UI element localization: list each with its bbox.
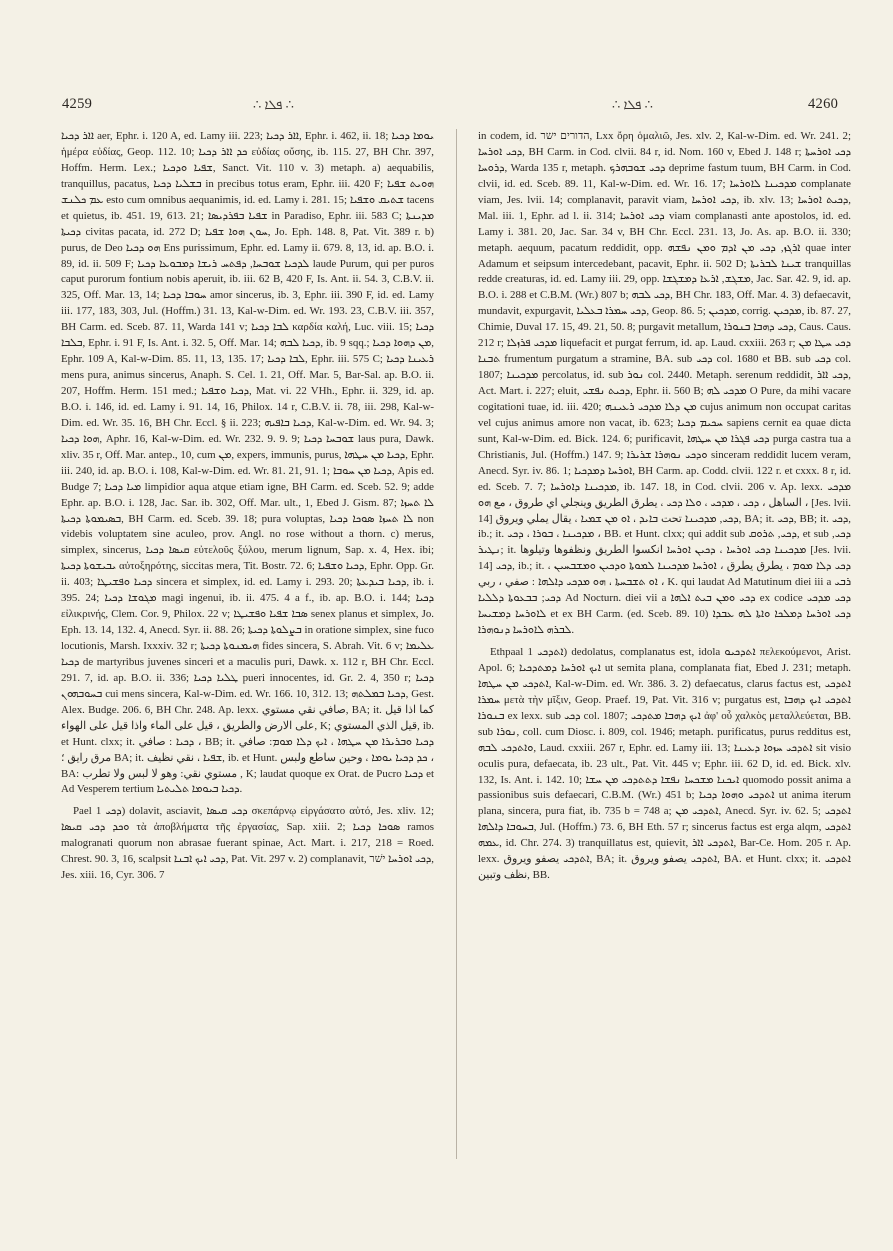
page-header [0,96,893,120]
running-head-right: ∴ ܦܠܐ ∴ [612,97,653,112]
page-number-right: 4260 [808,96,839,112]
left-column [61,129,434,1159]
right-column [478,129,851,1159]
text-columns [61,129,851,1159]
running-head-left: ∴ ܦܠܐ ∴ [253,97,294,112]
entry-paragraph-ethpaal: Ethpaal ܐܬܕܟܝ 1) dedolatus, complanatus est, idola ܐܬܕܟܝܘ πελεκούμενοι, Arist. Apol. 6; ܐܝܟ ܐܘܪܚܐ ܕܡܬܕܟܝܐ ut semita plana, complanata fiat, Ebed J. 231; metaph. ܐܬܕܟܝ ܡܢ ܚܛܗܐ, Kal-w-Dim. ed. Wr. 386. 3. 2) defaecatus, clarus factus est, ܐܬܕܟܝ ܚܡܪܐ μετὰ τὴν μῖξιν, Geop. Praef. 19, Pat. Vit. 316 v; purgatus est, ܐܬܕܟܝ ܐܝܟ ܕܗܒܐ ܒܢܘܪܐ ex lexx. sub ܕܟܝ col. 1807; ܐܝܟ ܕܗܒܐ ܡܬܕܟܝ ἀφ' οὗ χαλκὸς μεταλλεύεται, BB. sub ܢܘܪܐ, coll. cum Diosc. i. 809, col. 1946; metaph. purificatus, purus redditus est, ܘܐܬܕܟܝ ܠܒܗ, Laud. cxxiii. 267 r, Ephr. ed. Lamy iii. 13; ܐܬܕܟܝ ܚܙܘܐ ܕܥܝܢܐ sit visio oculis pura, defaecata, ib. 23 ult., Pat. Vit. 445 v; Ephr. iii. 62 D, id. ed. Bick. xlv. 132, Is. Ant. i. 142. 10; ܐܝܟܢܐ ܡܫܟܚܐ ܢܦܫܐ ܕܬܬܕܟܝ ܡܢ ܚܫܐ quomodo possit anima a passionibus suis defaecari, C.B.M. (Wr.) 451 b; ܐܬܕܟܝ ܘܗܘܐ ܕܟܝܐ ut anima iterum plana, sincera, pura fiat, ib. 735 b = 748 a; ܐܬܕܟܝ ܡܢ, Anecd. Syr. iv. 62. 5; ܐܬܕܟܝ ܒܚܘܒܐ ܕܐܠܗܐ, Jul. (Hoffm.) 73. 6, BH Eth. 57 r; sincerus factus est erga alqm, ܐܬܕܟܝ ܥܡܗ, id. Chr. 274. 3) tranquillatus est, quievit, ܐܬܕܟܝ ܐܐܪ, Bar-Ce. Hom. 205 r. Ap. lexx. ܐܬܕܟܝ يصفو ويروق, BA; it. ܐܬܕܟܝ يصفو ويروق, BA. et Hunt. clxx; it. ܐܬܕܟܝ نظف وتبين, BB. [478,646,851,882]
column-divider [456,129,457,1159]
page-number-left: 4259 [62,96,93,112]
entry-paragraph-pael: Pael ܕܟܝ 1) dolavit, asciavit, ܕܟܝ ܩܝܣܐ σκεπάρνῳ εἰργάσατο αὐτό, Jes. xliv. 12; ܘܟܕ ܕܟܝ ܩܝܣܐ τὰ ἀποβλήματα τῆς ἐργασίας, Sap. xiii. 2; ܣܘܟܐ ܕܟܝܐ ramos malogranati quorum non abrasae fuerant spinae, Act. Mart. i. 217, 218 = Roed. Chrest. 90. 3, 16, scalpsit ܕܟܝ ܐܝܟ ܐܒܢܐ, Pat. Vit. 297 v. 2) complanavit, ܕܟܝ ܐܘܪܚܐ ישׁר, Jes. xiii. 16, Cyr. 306. 7 [61,805,434,882]
entry-paragraph-continued: in codem, id. הדורים ישר, Lxx ὄρη ὁμαλιῶ, Jes. xlv. 2, Kal-w-Dim. ed. Wr. 241. 2; ܕܟܝ ܐܘܪܚܐ, BH Carm. in Cod. clvii. 84 r, id. Nom. 160 v, Ebed J. 148 r; ܕܟܝ ܐܘܪܚܬܐ ܕܪܘܚܐ, Warda 135 r, metaph. ܕܟܝ ܫܘܒܗܪܟ deprime fastum tuum, BH Carm. in Cod. clvii, id. ed. Sceb. 89. 11, Kal-w-Dim. ed. Wr. 16. 17; ܡܕܟܝܢܐ ܠܐܘܪܚܐ complanate viam, Jes. lvii. 14; complanavit, paravit viam, ܕܟܝ ܐܘܪܚܐ, ib. xlv. 13; ܕܟܝܬ ܐܘܪܚܐ, Mal. iii. 1, Ephr. ad l. ii. 314; ܕܟܝ ܐܘܪܚܐ viam complanasti ante apostolos, id. ed. Lamy i. 381. 20, Jac. Sar. 34 v, BH Chr. Eccl. 231. 13, Jo. As. ap. B.O. ii. 330; metaph. aequum, pacatum reddidit, opp. ܐܪܓܙ, ܕܟܝ ܡܢ ܐܕܡ ܘܡܢ ܢܦܫܗ quae inter Adamum et seipsum intercedebant, pacavit, Ephr. ii. 502 D; ܫܝܢܐ ܠܒܪܝܬܐ tranquillas redde creaturas, id. ed. Lamy iii. 29, opp. ܡܫܓܫ, ܐܪܥܐ ܕܡܫܓܫܐ, Jac. Sar. 42. 9, id. ap. B.O. i. 288 et C.B.M. (Wr.) 807 b; ܕܟܝ ܠܒܗ, BH Chr. 183, Off. Mar. 4. 3) defaecavit, mundavit, expurgavit, ܕܟܝ ܚܡܪܐ ܒܥܠܝܐ, Geop. 86. 5; ܡܕܟܝܢ, corrig. ܡܕܟܝܢ, ib. 87. 27, Chimie, Duval 17. 15, 49. 21, 50. 8; purgavit metallum, ܕܟܝ ܕܗܒܐ ܒܢܘܪܐ, Caus. Caus. 212 r; ܡܕܟܝ ܦܪܙܠܐ liquefacit et purgat ferrum, id. ap. Laud. cxxiii. 263 r; ܕܟܝ ܚܛܐ ܡܢ ܬܒܢܐ frumentum purgatum a stramine, BA. sub ܕܟܝ col. 1680 et BB. sub ܕܟܝ col. 1807; ܡܕܟܝܢܐ percolatus, id. sub ܢܘܪ col. 2440. Metaph. serenum reddidit, ܕܟܝ ܐܐܪ, Act. Mart. i. 227; eluit, ܕܟܝܬ ܢܦܫܝ, Ephr. ii. 560 B; ܡܕܟܝ ܠܗ O Pure, da mihi vacare cogitationi tuae, id. iii. 420; ܡܢ ܕܠܐ ܡܕܟܝ ܪܥܝܢܗ cujus animum non occupat caritas vel cujus animus amore non vacat, ib. 623; ܚܟܝܡ ܕܟܝܐ sapiens cernit ea quae dicta sunt, Kal-w-Dim. ed. Bick. 124. 6; purificavit, ܕܟܝ ܦܓܪܐ ܡܢ ܚܛܗܐ purga castra tua a Christianis, Jul. (Hoffm.) 147. 9; ܘܕܟܝ ܢܘܗܪܐ ܫܪܝܪܐ sinceram reddidit lucem veram, Anecd. Syr. iv. 86. 1; ܐܘܪܚܐ ܕܡܕܟܝܐ, BH Carm. ap. Codd. clvii. 122 r. et cxxx. 8 r, id. ed. Sceb. 7. 7; ܡܕܟܝܢܐ ܕܐܘܪܚܐ, ib. 147. 18, in Cod. clvii. 206 v. Ap. lexx. ܡܕܟܝ الساهل ، ܕܟܝ ، ܡܕܟܝ ، ܘܠܐ ܕܟܝ ، يطرق الطريق وينجلي اي طروق ، مع ܗܘ ، [Jes. lvii. 14] ܕܟܝ, ܡܕܟܝܢܐ تحت ܒܐܝܕ ، ܐܘ ܡܢ ܫܡܝܐ ، يقال يملي ويروق, BA; it. ܕܟܝ, BB; it. ܕܟܝ, ib.; it. ܡܕܟܝܢܐ ، ܒܘܪܐ ، ܕܟܝ ، BB. et Hunt. clxx; qui addit sub ܕܟܝ, ܬܪܘܩ, et sub ܕܟܝ, ܢܛܝܪ; it. ܡܕܟܝܢܐ ܕܟܝ ܐܘܪܚܐ ، ܕܟܝܢ ܐܘܪܚܐ انكسوا الطريق ونظفوها وتيلوها [Jes. lvii. 14] ܕܟܝ, ib.; it. ܕܟܝ ܕܠܐ ܡܘܡ ، يطرق يطرق ، ܐܘܪܚܐ ܡܕܟܝܢܐ ܠܡܘܬܐ ܘܕܟܝܢ ܘܡܫܒܚܝܢ ، ܐܘ ܬܫܒܚܬܐ ، ܗܘ ܡܕܟܝ ܕܐܠܗܐ : صفي ، ربي ، K. qui laudat Ad Matutinum diei iii a ܪܒܝ ܕܟܝ; ܒܒܥܘܬܐ ܕܠܠܝܐ Ad Nocturn. diei vii a ܕܟܝ ܘܡܢ ܒܝܬ ܐܠܗܐ ex codice ܕܟܝ ܡܕܟܝ ܠܐܘܪܚܐ ܕܡܫܝܚܐ et ex BH Carm. (ed. Sceb. 89. 10) ܕܟܝ ܐܘܪܚܐ ܕܡܠܟܐ ܘܐܬܐ ܠܗ ܥܒܕܐ ܠܒܪܗ ܠܐܘܪܚܐ ܕܢܘܗܪܐ. [478,130,851,637]
entry-paragraph: ܐܐܪ ܕܟܝܐ aer, Ephr. i. 120 A, ed. Lamy iii. 223; ܐܐܪ ܕܟܝܐ, Ephr. i. 462, ii. 18; ܝܘܡܐ ܕܟܝܐ ἡμέρα εὐδίας, Geop. 112. 10; ܟܕ ܐܐܪ ܕܟܝܐ εὐδίας οὔσης, ib. 115. 27, BH Chr. 397, Hoffm. Herm. Lex.; ܫܦܝܐ ܘܕܟܝܐ, Sanct. Vit. 110 v. 3) metaph. a) aequabilis, tranquillus, pacatus, ܒܫܠܝܐ ܕܟܝܐ in precibus totus eram, Ephr. iii. 420 F; ܗܘܝܬ ܫܦܝܐ ܥܡ ܟܠܢܫ esto cum omnibus aequanimis, id. ed. Lamy i. 281. 15; ܫܬܝܩ ܘܫܦܝܐ tacens et quietus, ib. 451. 19, 613. 21; ܫܦܝܐ ܒܦܪܕܝܣܐ in Paradiso, Ephr. iii. 583 C; ܡܕܝܢܬܐ ܕܟܝܬܐ civitas pacata, id. 272 D; ܚܘܢ ܗܘܐ ܫܦܝܐ, Jo. Eph. 148. 8, Pat. Vit. 389 r. b) purus, de Deo ܗܘ ܕܟܝܐ Ens purissimum, Ephr. ed. Lamy ii. 679. 8, 13, id. ap. B.O. i. 89, id. ii. 509 F; ܠܕܟܝܐ ܫܘܒܚܐ, ܕܦܬܚ ܪܝܫܐ ܕܡܒܘܥܐ ܕܟܝܐ laude Purum, qui per puros caput purorum fontium nobis aperuit, ib. iii. 62 B, 420 F, Is. Ant. ii. 54. 3, C.B.V. ii. 325, Off. Mar. 13, 14; ܚܘܒܐ ܕܟܝܐ amor sincerus, ib. 3, Ephr. iii. 390 F, id. ed. Lamy iii. 177, 183, 303, Jul. (Hoffm.) 31. 13, Kal-w-Dim. ed. Wr. 193. 23, C.B.V. iii. 357, BH Carm. ed. Sceb. 87. 11, Warda 141 v; ܠܒܐ ܕܟܝܐ καρδία καλή, Luc. viii. 15; ܕܟܝܐ ܒܠܒܐ, Ephr. i. 91 F, Is. Ant. i. 32. 5, Off. Mar. 14; ܕܟܝܐ ܠܒܗ, ib. 9 sqq.; ܡܢ ܕܗܘܐ ܕܟܝܐ, Ephr. 109 A, Kal-w-Dim. 85. 11, 13, 135. 17; ܠܒܐ ܕܟܝܐ, Ephr. iii. 575 C; ܪܥܝܢܐ ܕܟܝܐ mens pura, animus sincerus, Anaph. S. Cel. 1. 21, Off. Mar. 5, Bar-Sal. ap. B.O. ii. 207, Hoffm. Herm. 151 med.; ܕܟܝܐ ܘܫܦܝܐ, Mat. vi. 22 VHh., Ephr. ii. 329, id. ap. B.O. i. 146, id. ed. Lamy i. 91. 14, 16, Philox. 14 r, C.B.V. ii. 78, iii. 298, Kal-w-Dim. ed. Wr. 35. 16, BH Chr. Eccl. § ii. 223; ܕܟܝܐ ܒܐܦܝܗ, Kal-w-Dim. ed. Wr. 94. 3; ܗܘܐ ܕܟܝܐ, Aphr. 16, Kal-w-Dim. ed. Wr. 232. 9. 9. 9; ܫܘܒܚܐ ܕܟܝܐ laus pura, Dawk. xliv. 35 r, Off. Mar. antep., 10, cum ܡܢ, expers, immunis, purus, ܕܟܝܐ ܡܢ ܚܛܗܐ, Ephr. iii. 240, id. ap. B.O. i. 108, Kal-w-Dim. ed. Wr. 81. 21, 91. 1; ܕܟܝܐ ܡܢ ܚܘܒܐ, Apis ed. Budge 7; ܡܝܐ ܕܟܝܐ limpidior aqua atque etiam igne, BH Carm. ed. Sceb. 52. 9; adde Ephr. ap. B.O. i. 128, Jac. Sar. ib. 302, Off. Mar. ult., 1, Ebed J. Gism. 87; ܠܐ ܬܚܙܐ ܒܣܝܡܘܬܐ ܕܟܝܬܐ, BH Carm. ed. Sceb. 39. 18; pura voluptas, ܠܐ ܬܚܙܐ ܣܘܟܐ ܕܟܝܐ non videbis voluptatem sine aculeo, prov. Angl. no rose without a thorn. c) merus, simplex, sincerus, ܩܝܣܐ ܕܟܝܐ εὐτελοῦς ξύλου, merum lignum, Sap. x. 4, Hex. ibi; ܝܒܝܫܘܬܐ ܕܟܝܬܐ αὐτοξηρότης, siccitas mera, Tit. Bostr. 72. 6; ܕܟܝܐ ܘܫܦܝܐ, Ephr. Opp. Gr. ii. 403; ܕܟܝܐ ܘܦܫܝܛܐ sincera et simplex, id. ed. Lamy i. 293. 20; ܕܟܝܐ ܒܝܕܥܬܐ, ib. i. 395. 24; ܡܓܘܫܐ ܕܟܝܐ magi ingenui, ib. ii. 475. 4 a f., ib. ap. B.O. i. 144; ܕܟܝܐ εἰλικρινής, Clem. Cor. 9, Philox. 22 v; ܣܒܐ ܫܦܝܐ ܘܦܫܝܛܐ senex planus et simplex, Jo. Eph. 13. 14, 132. 4, Anecd. Syr. ii. 88. 26; ܒܨܠܘܬܐ ܕܟܝܬܐ in oratione simplex, sine fuco locutionis, Marsh. Ixxxiv. 32 r; ܗܝܡܢܘܬܐ ܕܟܝܬܐ fides sincera, S. Abrah. Vit. 6 v; ܥܠܝܡܐ ܕܟܝܐ de martyribus juvenes sinceri et a maculis puri, Dawk. x. 112 r, BH Chr. Eccl. 291. 7, id. ap. B.O. ii. 336; ܛܠܝܐ ܕܟܝܐ pueri innocentes, id. Gr. 2. 4, 350 r; ܕܟܝܐ ܒܚܘܒܗܘܢ cui mens sincera, Kal-w-Dim. ed. Wr. 166. 10, 312. 13; ܕܟܝܐ ܒܡܠܬܗ, Gest. Alex. Budge. 206. 6, BH Chr. 248. Ap. lexx. صافي نقي مستوي, BA; it. كما اذا قيل على الارض والطريق ، قيل على الماء واذا قيل على الهواء, K; قيل الذي المستوي, ib. et Hunt. clxx; it. ܕܟܝܐ : صافي ، BB; it. ܕܟܝܐ ܘܒܪܝܪܐ ܡܢ ܚܛܗܐ ، ܐܝܟ ܕܠܐ ܡܘܡ: صافي مرق رايق ؛ BA; it. ܫܦܝܐ ، نقي نظيف, ib. et Hunt. ܟܕ ܕܟܝܐ ܝܘܡܐ ، وحين ساطع ولبس ، BA: مستوي نقي: وهو لا لبس ولا تطرب , K; laudat quoque ex Orat. de Pucro ܕܟܝܐ et Ad Vesperem tertium ܕܟܝܐ ܒܝܘܡܐ ܬܠܝܬܝܐ. [61,130,434,796]
